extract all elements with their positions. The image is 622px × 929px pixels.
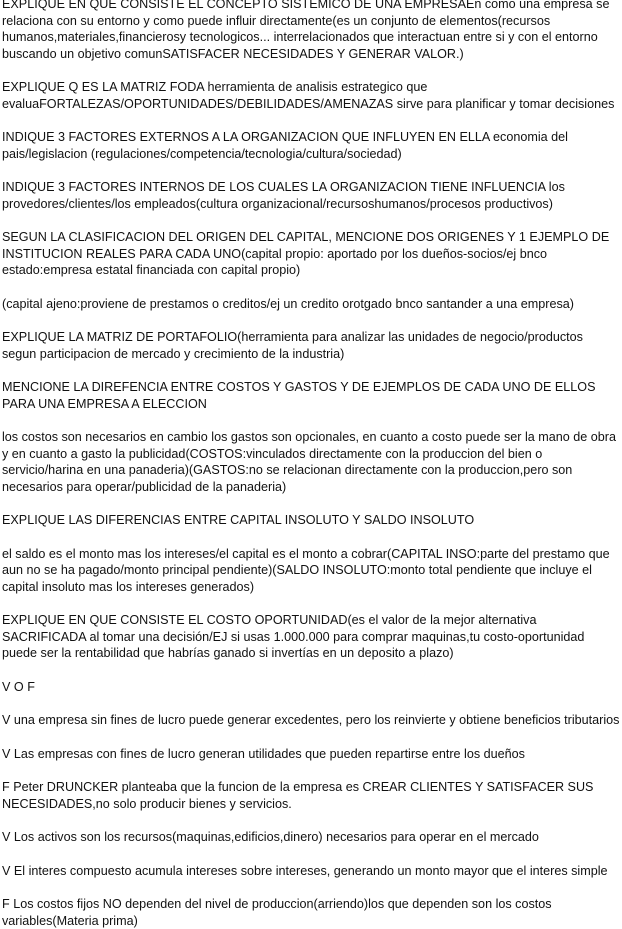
paragraph-vof-item-4: V Los activos son los recursos(maquinas,edificios,dinero) necesarios para operar en el mercado (2, 830, 539, 844)
paragraph-costos-gastos-respuesta: los costos son necesarios en cambio los gastos son opcionales, en cuanto a costo puede ser la mano de obra y en cuanto a gasto la publicidad(COSTOS:vinculados directamente con la produccion del bien o servicio/harina en una panaderia)(GASTOS:no se relacionan directamente con la produccion,pero son necesarios para operar/publicidad de la panaderia) (2, 430, 616, 494)
paragraph-factores-externos: INDIQUE 3 FACTORES EXTERNOS A LA ORGANIZACION QUE INFLUYEN EN ELLA economia del pais/legislacion (regulaciones/competencia/tecnologia/cultura/sociedad) (2, 130, 568, 161)
paragraph-capital-insoluto-respuesta: el saldo es el monto mas los intereses/el capital es el monto a cobrar(CAPITAL INSO:parte del prestamo que aun no se ha pagado/monto principal pendiente)(SALDO INSOLUTO:monto total pendiente que incluye el capital insoluto mas los intereses generados) (2, 546, 610, 594)
paragraph-matriz-portafolio: EXPLIQUE LA MATRIZ DE PORTAFOLIO(herramienta para analizar las unidades de negocio/productos segun participacion de mercado y crecimiento de la industria) (2, 330, 583, 361)
paragraph-vof-item-1: V una empresa sin fines de lucro puede generar excedentes, pero los reinvierte y obtiene beneficios tributarios (2, 713, 620, 727)
paragraph-vof-heading: V O F (2, 679, 35, 694)
paragraph-vof-item-6: F Los costos fijos NO dependen del nivel de produccion(arriendo)los que dependen son los costos variables(Materia prima) (2, 897, 552, 928)
paragraph-vof-item-2: V Las empresas con fines de lucro generan utilidades que pueden repartirse entre los dueños (2, 746, 525, 761)
paragraph-costo-oportunidad: EXPLIQUE EN QUE CONSISTE EL COSTO OPORTUNIDAD(es el valor de la mejor alternativa SACRIFICADA al tomar una decisión/EJ si usas 1.000.000 para comprar maquinas,tu costo-oportunidad puede ser la rentabilidad que habrías ganado si invertías en un deposito a plazo) (2, 613, 585, 660)
paragraph-concepto-sistemico: EXPLIQUE EN QUE CONSISTE EL CONCEPTO SISTEMICO DE UNA EMPRESAEn como una empresa se relaciona con su entorno y como puede influir directamente(es un conjunto de elementos(recursos humanos,materiales,financierosy tecnologicos... interrelacionados que interactuan entre si y con el entorno buscando un objetivo comunSATISFACER NECESIDADES Y GENERAR VALOR.) (2, 0, 610, 61)
paragraph-factores-internos: INDIQUE 3 FACTORES INTERNOS DE LOS CUALES LA ORGANIZACION TIENE INFLUENCIA los provedores/clientes/los empleados(cultura organizacional/recursoshumanos/procesos productivos) (2, 180, 565, 211)
paragraph-capital-ajeno: (capital ajeno:proviene de prestamos o creditos/ej un credito orotgado bnco santander a una empresa) (2, 296, 574, 311)
paragraph-capital-insoluto-pregunta: EXPLIQUE LAS DIFERENCIAS ENTRE CAPITAL INSOLUTO Y SALDO INSOLUTO (2, 513, 475, 527)
paragraph-vof-item-3: F Peter DRUNCKER planteaba que la funcion de la empresa es CREAR CLIENTES Y SATISFACER SUS NECESIDADES,no solo producir bienes y servicios. (2, 780, 594, 811)
paragraph-origen-capital: SEGUN LA CLASIFICACION DEL ORIGEN DEL CAPITAL, MENCIONE DOS ORIGENES Y 1 EJEMPLO DE INSTITUCION REALES PARA CADA UNO(capital propio: aportado por los dueños-socios/ej bnco estado:empresa estatal financiada con capital propio) (2, 230, 610, 277)
paragraph-vof-item-5: V El interes compuesto acumula intereses sobre intereses, generando un monto mayor que el interes simple (2, 863, 608, 878)
paragraph-costos-gastos-pregunta: MENCIONE LA DIREFENCIA ENTRE COSTOS Y GASTOS Y DE EJEMPLOS DE CADA UNO DE ELLOS PARA UNA EMPRESA A ELECCION (2, 380, 596, 411)
paragraph-matriz-foda: EXPLIQUE Q ES LA MATRIZ FODA herramienta de analisis estrategico que evaluaFORTALEZAS/OPORTUNIDADES/DEBILIDADES/AMENAZAS sirve para planificar y tomar decisiones (2, 80, 615, 111)
